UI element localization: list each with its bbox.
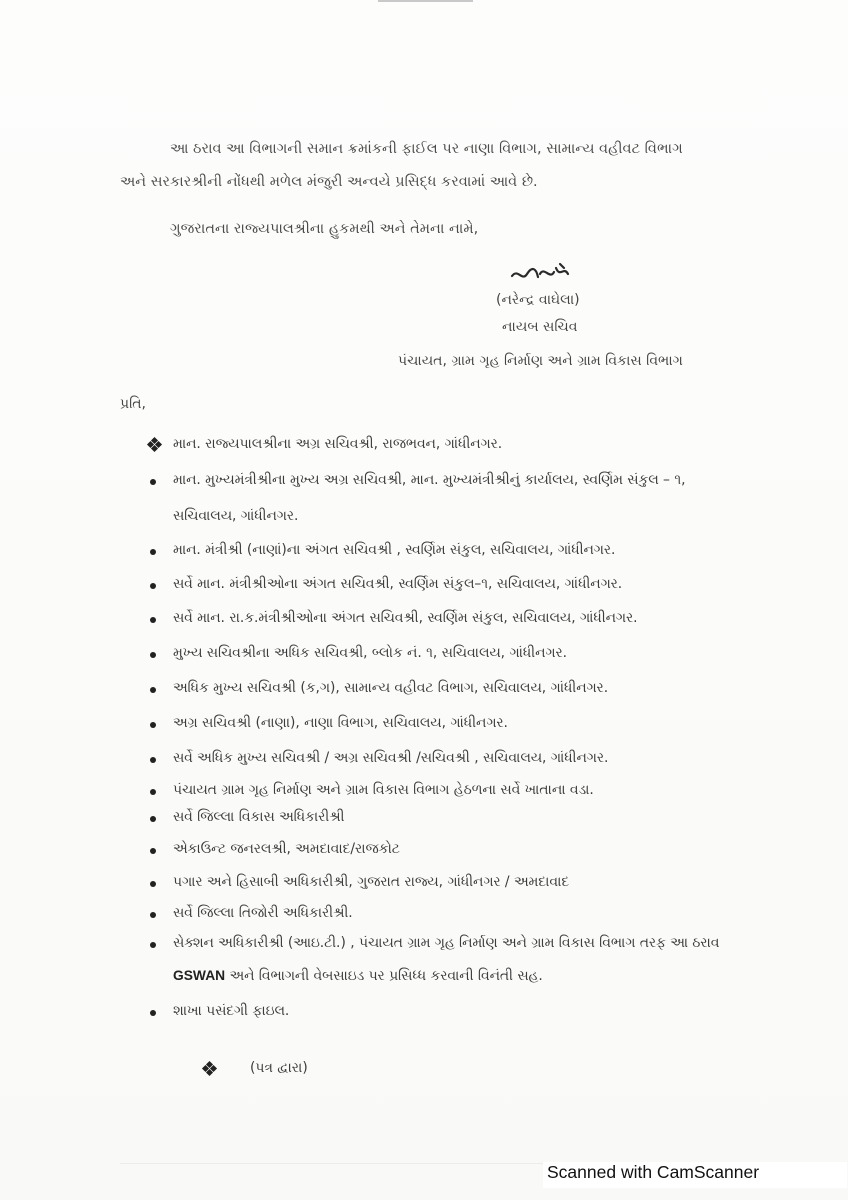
order-line: ગુજરાતના રાજ્યપાલશ્રીના હુકમથી અને તેમના નામે,	[170, 221, 479, 237]
recipient-text-tail: અને વિભાગની વેબસાઇડ પર પ્રસિધ્ધ કરવાની વિનંતી સહ.	[225, 968, 543, 984]
signatory-name: (નરેન્દ્ર વાઘેલા)	[496, 292, 580, 308]
recipient-text: અગ્ર સચિવશ્રી (નાણા), નાણા વિભાગ, સચિવાલય, ગાંધીનગર.	[173, 715, 508, 731]
prati-label: પ્રતિ,	[120, 396, 146, 412]
signatory-designation: નાયબ સચિવ	[502, 319, 578, 335]
camscanner-watermark: Scanned with CamScanner	[543, 1162, 847, 1188]
signatory-department: પંચાયત, ગ્રામ ગૃહ નિર્માણ અને ગ્રામ વિકાસ વિભાગ	[398, 353, 683, 369]
diamond-bullet-icon	[148, 438, 162, 452]
bullet-icon	[150, 722, 156, 728]
recipient-text: સર્વે અધિક મુખ્ય સચિવશ્રી / અગ્ર સચિવશ્રી /સચિવશ્રી , સચિવાલય, ગાંધીનગર.	[173, 750, 609, 766]
bullet-icon	[150, 549, 156, 555]
bullet-icon	[150, 687, 156, 693]
recipient-text: સર્વે માન. રા.ક.મંત્રીશ્રીઓના અંગત સચિવશ્રી, સ્વર્ણિમ સંકુલ, સચિવાલય, ગાંધીનગર.	[173, 610, 638, 626]
recipient-text: સેક્શન અધિકારીશ્રી (આઇ.ટી.) , પંચાયત ગ્રામ ગૃહ નિર્માણ અને ગ્રામ વિકાસ વિભાગ તરફ આ ઠરાવ	[173, 935, 720, 951]
bullet-icon	[150, 757, 156, 763]
recipient-text-continued: સચિવાલય, ગાંધીનગર.	[173, 508, 299, 524]
signature-scribble	[510, 262, 572, 286]
bullet-icon	[150, 789, 156, 795]
recipient-text: પંચાયત ગ્રામ ગૃહ નિર્માણ અને ગ્રામ વિકાસ વિભાગ હેઠળના સર્વે ખાતાના વડા.	[173, 782, 594, 798]
intro-line-1: આ ઠરાવ આ વિભાગની સમાન ક્રમાંકની ફાઈલ પર નાણા વિભાગ, સામાન્ય વહીવટ વિભાગ	[170, 141, 683, 157]
bullet-icon	[150, 881, 156, 887]
bullet-icon	[150, 912, 156, 918]
bullet-icon	[150, 1010, 156, 1016]
recipient-text: માન. મંત્રીશ્રી (નાણાં)ના અંગત સચિવશ્રી , સ્વર્ણિમ સંકુલ, સચિવાલય, ગાંધીનગર.	[173, 542, 616, 558]
recipient-text: સર્વે જિલ્લા તિજોરી અધિકારીશ્રી.	[173, 905, 353, 921]
bullet-icon	[150, 942, 156, 948]
by-letter-text: (પત્ર દ્વારા)	[250, 1060, 308, 1076]
bullet-icon	[150, 479, 156, 485]
intro-line-2: અને સરકારશ્રીની નોંધથી મળેલ મંજુરી અન્વયે પ્રસિદ્ધ કરવામાં આવે છે.	[120, 174, 538, 190]
recipient-text: પગાર અને હિસાબી અધિકારીશ્રી, ગુજરાત રાજ્ય, ગાંધીનગર / અમદાવાદ	[173, 874, 570, 890]
bullet-icon	[150, 848, 156, 854]
recipient-text: સર્વે જિલ્લા વિકાસ અધિકારીશ્રી	[173, 809, 345, 825]
bullet-icon	[150, 583, 156, 589]
bullet-icon	[150, 652, 156, 658]
bullet-icon	[150, 816, 156, 822]
recipient-text: શાખા પસંદગી ફાઇલ.	[173, 1003, 290, 1019]
recipient-text: અધિક મુખ્ય સચિવશ્રી (ક,ગ), સામાન્ય વહીવટ વિભાગ, સચિવાલય, ગાંધીનગર.	[173, 680, 609, 696]
diamond-bullet-icon	[203, 1062, 217, 1076]
recipient-text: માન. મુખ્યમંત્રીશ્રીના મુખ્ય અગ્ર સચિવશ્રી, માન. મુખ્યમંત્રીશ્રીનું કાર્યાલય, સ્વર્ણિમ સંકુલ – ૧,	[173, 472, 686, 488]
recipient-text: સર્વે માન. મંત્રીશ્રીઓના અંગત સચિવશ્રી, સ્વર્ણિમ સંકુલ–૧, સચિવાલય, ગાંધીનગર.	[173, 576, 623, 592]
recipient-text: મુખ્ય સચિવશ્રીના અધિક સચિવશ્રી, બ્લોક નં. ૧, સચિવાલય, ગાંધીનગર.	[173, 645, 567, 661]
recipient-text: એકાઉન્ટ જનરલશ્રી, અમદાવાદ/રાજકોટ	[173, 841, 400, 857]
bullet-icon	[150, 617, 156, 623]
recipient-text-continued	[173, 968, 543, 984]
gswan-label: GSWAN	[173, 968, 226, 983]
recipient-text: માન. રાજ્યપાલશ્રીના અગ્ર સચિવશ્રી, રાજભવન, ગાંધીનગર.	[173, 436, 503, 452]
top-edge-mark	[378, 0, 473, 2]
